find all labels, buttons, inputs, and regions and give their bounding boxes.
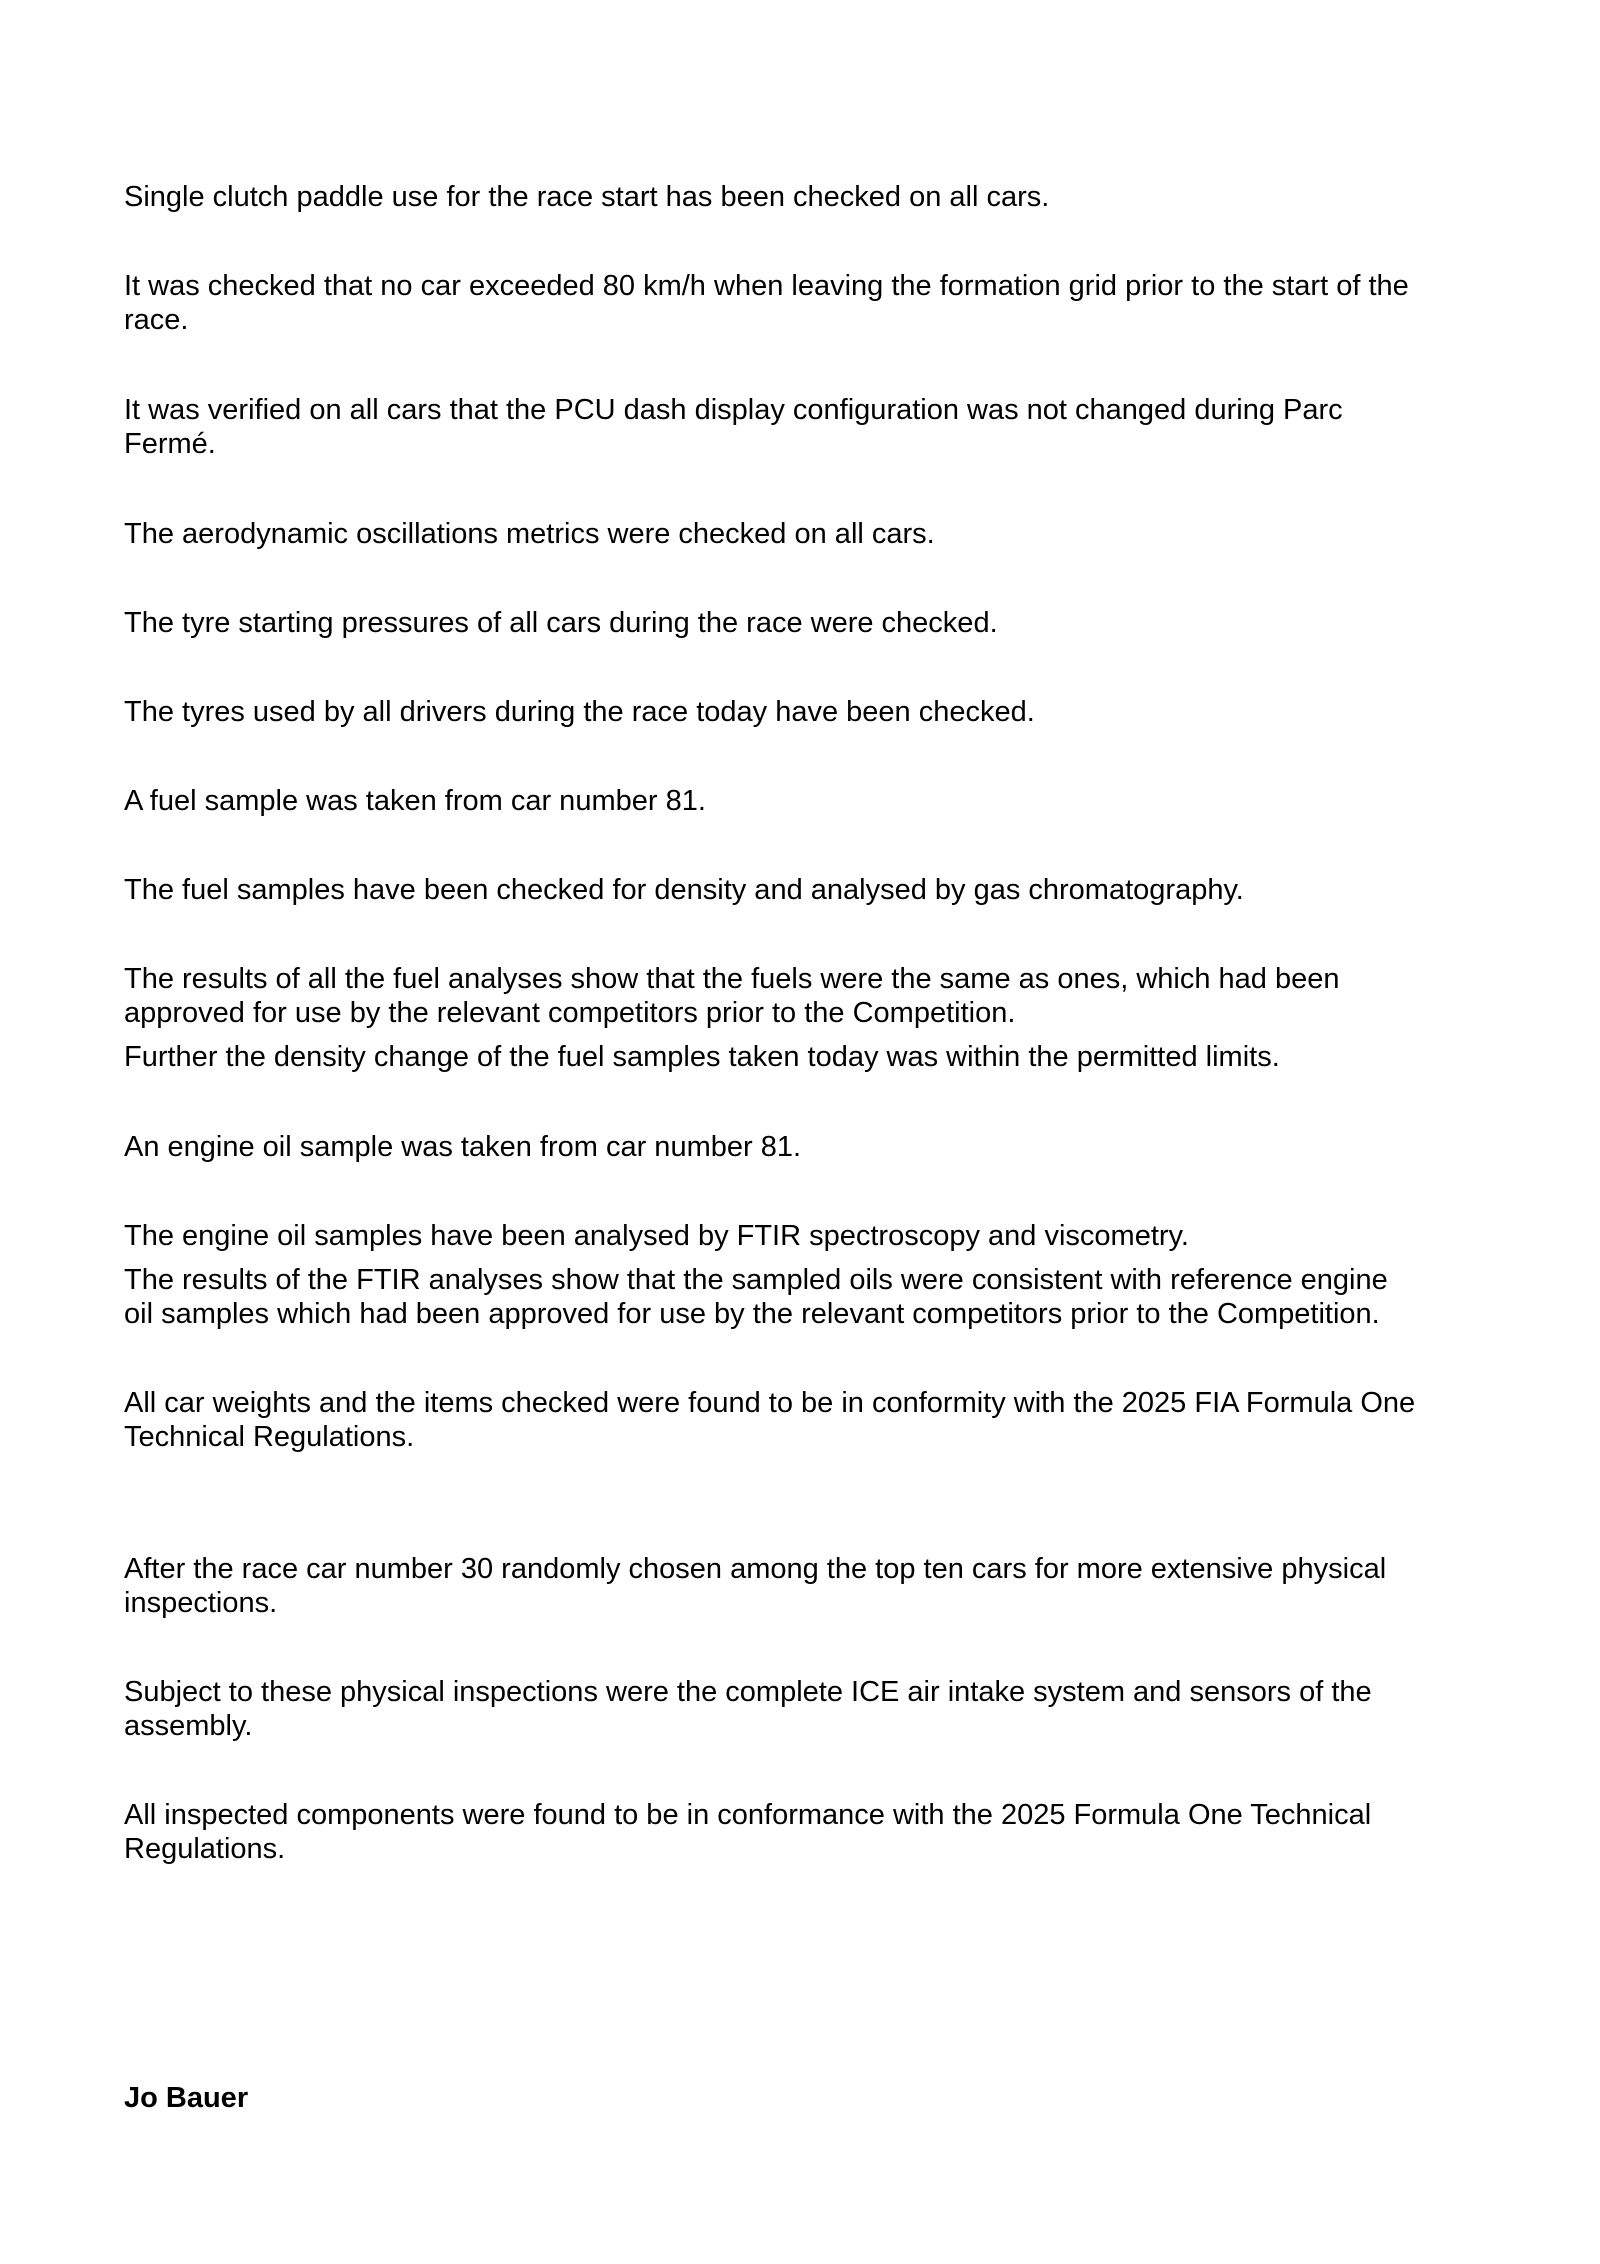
paragraph-clutch-paddle xyxy=(124,180,1484,214)
text-line: inspections. xyxy=(124,1587,278,1619)
paragraph-tyres-used xyxy=(124,695,1484,729)
text-line: oil samples which had been approved for use by the relevant competitors prior to the Competition. xyxy=(124,1298,1380,1330)
paragraph-pcu-dash xyxy=(124,393,1484,461)
paragraph-inspection-subject xyxy=(124,1675,1484,1743)
paragraph-ftir-results xyxy=(124,1263,1484,1331)
text-line: The tyres used by all drivers during the race today have been checked. xyxy=(124,696,1035,728)
text-line: race. xyxy=(124,304,189,336)
text-line: Further the density change of the fuel samples taken today was within the permitted limits. xyxy=(124,1041,1280,1073)
paragraph-fuel-density xyxy=(124,873,1484,907)
paragraph-aero-oscillations xyxy=(124,517,1484,551)
text-line: Subject to these physical inspections were the complete ICE air intake system and sensors of the xyxy=(124,1676,1372,1708)
text-line: An engine oil sample was taken from car number 81. xyxy=(124,1131,802,1163)
paragraph-oil-sample xyxy=(124,1130,1484,1164)
paragraph-fuel-sample xyxy=(124,784,1484,818)
text-line: The fuel samples have been checked for density and analysed by gas chromatography. xyxy=(124,874,1244,906)
text-line: All car weights and the items checked were found to be in conformity with the 2025 FIA Formula One xyxy=(124,1387,1416,1419)
signature-name: Jo Bauer xyxy=(124,2082,249,2114)
text-line: It was checked that no car exceeded 80 km/h when leaving the formation grid prior to the start of the xyxy=(124,270,1409,302)
text-line: All inspected components were found to be in conformance with the 2025 Formula One Technical xyxy=(124,1799,1372,1831)
paragraph-oil-analysis xyxy=(124,1219,1484,1253)
text-line: After the race car number 30 randomly chosen among the top ten cars for more extensive physical xyxy=(124,1553,1387,1585)
text-line: The results of all the fuel analyses show that the fuels were the same as ones, which had been xyxy=(124,963,1340,995)
paragraph-conformance xyxy=(124,1798,1484,1866)
text-line: assembly. xyxy=(124,1710,253,1742)
paragraph-random-inspection xyxy=(124,1552,1484,1620)
text-line: Fermé. xyxy=(124,428,216,460)
text-line: Regulations. xyxy=(124,1833,286,1865)
text-line: A fuel sample was taken from car number 81. xyxy=(124,785,706,817)
text-line: The tyre starting pressures of all cars during the race were checked. xyxy=(124,607,998,639)
paragraph-formation-speed xyxy=(124,269,1484,337)
text-line: The aerodynamic oscillations metrics were checked on all cars. xyxy=(124,518,935,550)
text-line: The results of the FTIR analyses show that the sampled oils were consistent with reference engine xyxy=(124,1264,1388,1296)
text-line: It was verified on all cars that the PCU dash display configuration was not changed during Parc xyxy=(124,394,1343,426)
text-line: approved for use by the relevant competitors prior to the Competition. xyxy=(124,997,1016,1029)
text-line: The engine oil samples have been analysed by FTIR spectroscopy and viscometry. xyxy=(124,1220,1189,1252)
paragraph-tyre-pressures xyxy=(124,606,1484,640)
text-line: Technical Regulations. xyxy=(124,1421,415,1453)
text-line: Single clutch paddle use for the race start has been checked on all cars. xyxy=(124,181,1050,213)
paragraph-car-weights xyxy=(124,1386,1484,1454)
paragraph-fuel-results xyxy=(124,962,1484,1030)
paragraph-density-change xyxy=(124,1040,1484,1074)
